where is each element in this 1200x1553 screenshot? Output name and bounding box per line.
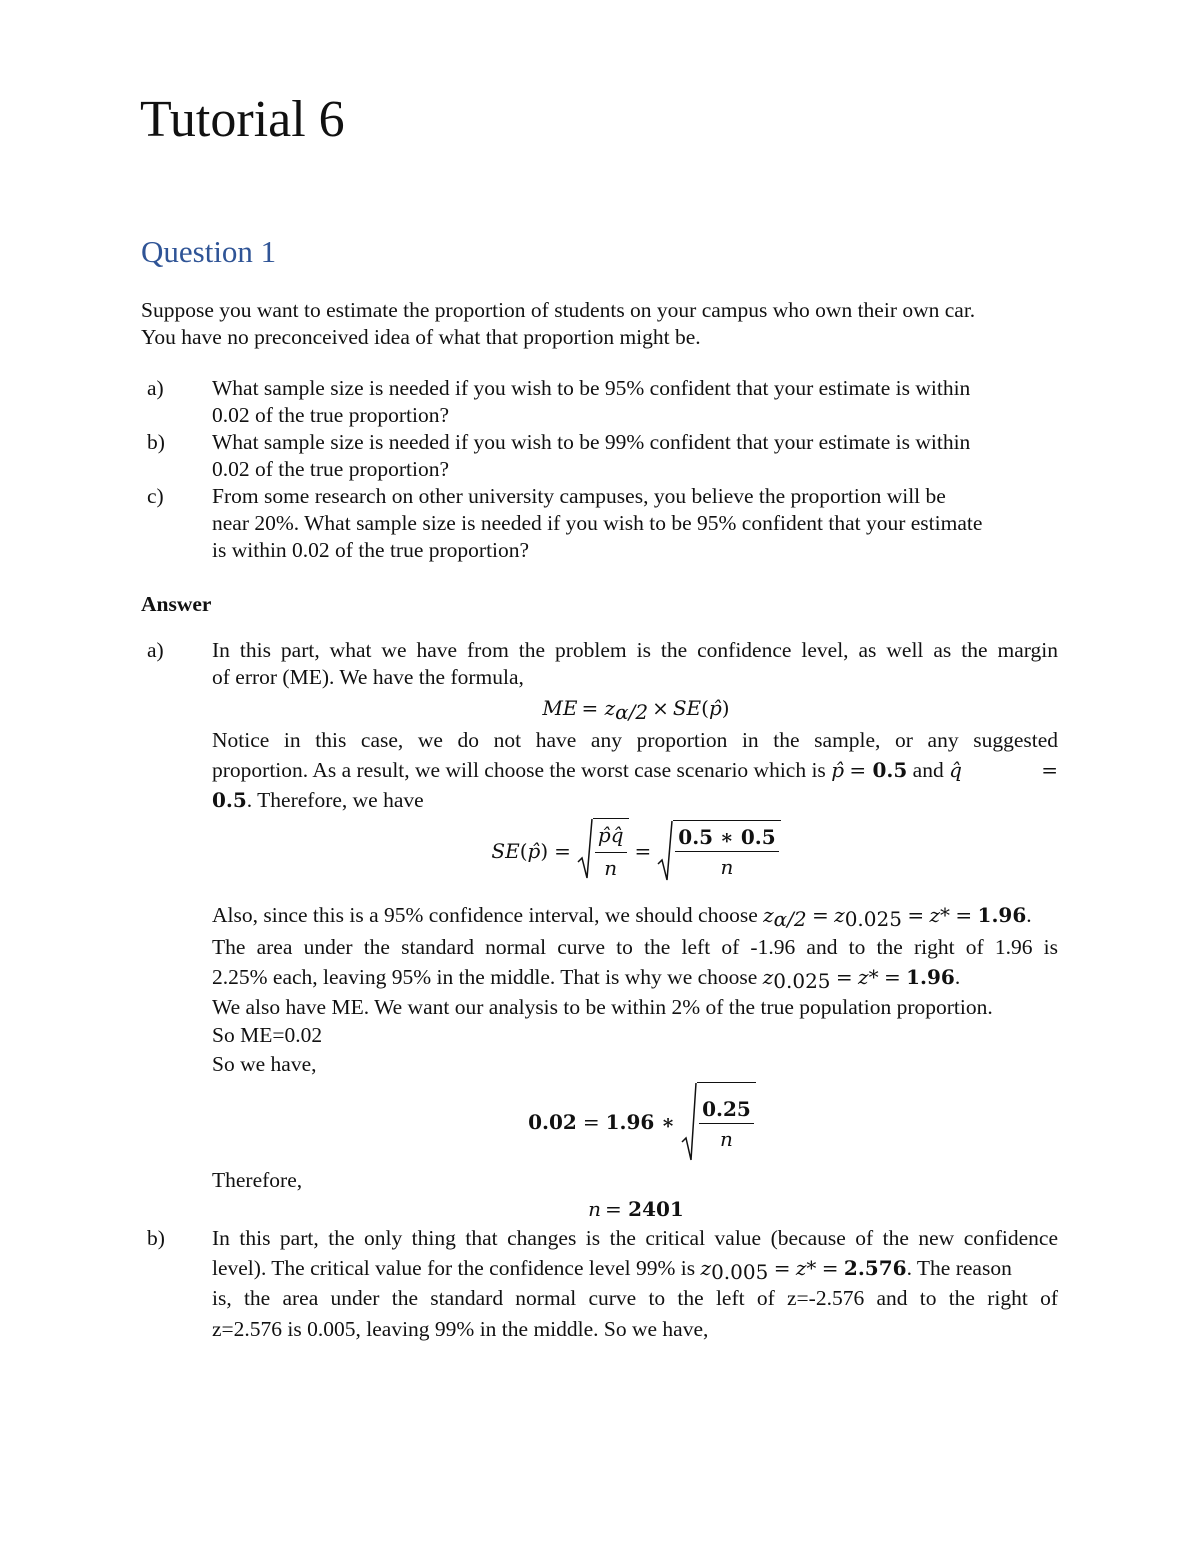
multiplier: 1.96 ∗ bbox=[605, 1110, 676, 1134]
answer-a-line-5 bbox=[212, 787, 424, 814]
formula-me-equation: 0.02 = 1.96 ∗ $\frac{0.25}{n}$ bbox=[212, 1082, 1060, 1162]
question-b-line-1: What sample size is needed if you wish to be 99% confident that your estimate is within bbox=[212, 430, 971, 454]
critical-196-b: 1.96 bbox=[906, 965, 955, 989]
answer-b-line-4: z=2.576 is 0.005, leaving 99% in the middle. So we have, bbox=[212, 1317, 709, 1341]
sqrt-quarter-over-n bbox=[681, 1082, 756, 1162]
product-numerator: 0.5 ∗ 0.5 bbox=[675, 823, 778, 852]
answer-a-line-4-text: proportion. As a result, we will choose the worst case scenario which is bbox=[212, 758, 826, 782]
z-005: z bbox=[700, 1256, 712, 1280]
answer-a-line-1: In this part, what we have from the problem is the confidence level, as well as the margin bbox=[212, 638, 1058, 662]
q-hat-inline: q̂ bbox=[949, 758, 962, 782]
and-word: and bbox=[912, 758, 944, 782]
p-hat-symbol: p̂ bbox=[708, 696, 722, 720]
question-heading: Question 1 bbox=[141, 234, 277, 269]
p-hat-value: 0.5 bbox=[872, 758, 908, 782]
answer-a-line-8-text: 2.25% each, leaving 95% in the middle. That is why we choose bbox=[212, 965, 758, 989]
intro-line-2: You have no preconceived idea of what that proportion might be. bbox=[141, 325, 701, 349]
result-n: n = 2401 bbox=[588, 1197, 684, 1221]
n-denominator-2: n bbox=[720, 854, 734, 879]
critical-196: 1.96 bbox=[977, 903, 1027, 927]
question-c-line-1: From some research on other university campuses, you believe the proportion will be bbox=[212, 484, 946, 508]
answer-a-line-8: 2.25% each, leaving 95% in the middle. That is why we choose $z_{0.025} = z* = 1.96$. bbox=[212, 965, 961, 993]
answer-b-line-1: In this part, the only thing that changes is the critical value (because of the new confidence bbox=[212, 1226, 1058, 1250]
sqrt-pq-over-n bbox=[577, 818, 629, 883]
p-hat-symbol-2: p̂ bbox=[527, 838, 541, 863]
n-result-value: 2401 bbox=[628, 1197, 684, 1221]
question-b-line-2: 0.02 of the true proportion? bbox=[212, 457, 450, 481]
z-star-b: z* bbox=[858, 965, 879, 989]
answer-a-line-10: So ME=0.02 bbox=[212, 1023, 323, 1047]
z-critical: z bbox=[763, 903, 774, 927]
z-025-b: z bbox=[762, 965, 774, 989]
answer-a-line-5-text: . Therefore, we have bbox=[246, 788, 424, 812]
formula-se: SE(p̂) = $\frac{p̂q̂}{n}$ = $\frac{0.5 ∗ 0.5}{n}$ bbox=[212, 818, 1060, 883]
q-hat-numerator: q̂ bbox=[610, 823, 624, 847]
times-operator: × bbox=[652, 696, 669, 720]
question-c-line-2: near 20%. What sample size is needed if you wish to be 95% confident that your estimate bbox=[212, 511, 983, 535]
q-hat-value: 0.5 bbox=[212, 788, 247, 812]
question-c-marker: c) bbox=[147, 484, 164, 508]
z-025: z bbox=[834, 903, 845, 927]
answer-a-line-2: of error (ME). We have the formula, bbox=[212, 665, 524, 689]
n-symbol-result: n bbox=[588, 1197, 602, 1221]
sub-005: 0.005 bbox=[711, 1260, 769, 1284]
question-a-line-1: What sample size is needed if you wish to be 95% confident that your estimate is within bbox=[212, 376, 971, 400]
page-title: Tutorial 6 bbox=[140, 91, 345, 148]
answer-b-line-2-end: . The reason bbox=[906, 1256, 1012, 1280]
answer-heading: Answer bbox=[141, 592, 212, 616]
quarter-numerator: 0.25 bbox=[699, 1095, 754, 1124]
z-star-c: z* bbox=[795, 1256, 817, 1280]
question-a-line-2: 0.02 of the true proportion? bbox=[212, 403, 450, 427]
answer-a-line-11: So we have, bbox=[212, 1052, 317, 1076]
answer-b-line-2-text: level). The critical value for the confidence level 99% is bbox=[212, 1256, 696, 1280]
me-value: 0.02 bbox=[528, 1110, 577, 1134]
answer-a-line-6: Also, since this is a 95% confidence interval, we should choose $z_{\alpha/2} = z_{0.025} = z* = 1.96$. bbox=[212, 903, 1032, 931]
se-symbol-2: SE bbox=[491, 838, 520, 863]
critical-2576: 2.576 bbox=[843, 1256, 907, 1280]
se-symbol: SE bbox=[672, 696, 702, 720]
question-b-marker: b) bbox=[147, 430, 165, 454]
answer-a-line-7: The area under the standard normal curve to the left of -1.96 and to the right of 1.96 is bbox=[212, 935, 1058, 959]
sqrt-product-over-n bbox=[657, 820, 780, 882]
formula-me: ME = $z_{\alpha/2}$ × SE(p̂) bbox=[542, 696, 730, 724]
answer-b-line-2: level). The critical value for the confidence level 99% is $z_{0.005} = z* = 2.576$. The reason bbox=[212, 1256, 1012, 1284]
question-c-line-3: is within 0.02 of the true proportion? bbox=[212, 538, 530, 562]
n-denominator-3: n bbox=[720, 1127, 733, 1151]
answer-a-line-4: proportion. As a result, we will choose the worst case scenario which is p̂ = 0.5 and q̂ = bbox=[212, 758, 1058, 782]
p-hat-inline: p̂ bbox=[831, 758, 844, 782]
p-hat-numerator: p̂ bbox=[597, 823, 611, 847]
answer-b-marker: b) bbox=[147, 1226, 165, 1250]
n-denominator: n bbox=[604, 856, 618, 880]
z-star: z* bbox=[929, 903, 951, 927]
answer-a-line-9: We also have ME. We want our analysis to be within 2% of the true population proportion. bbox=[212, 995, 993, 1019]
sub-025: 0.025 bbox=[844, 907, 902, 931]
answer-b-line-3: is, the area under the standard normal curve to the left of z=-2.576 and to the right of bbox=[212, 1286, 1058, 1310]
answer-a-line-3: Notice in this case, we do not have any proportion in the sample, or any suggested bbox=[212, 728, 1058, 752]
alpha-half-sub-2: α/2 bbox=[773, 907, 807, 931]
z-symbol: z bbox=[604, 696, 616, 720]
question-a-marker: a) bbox=[147, 376, 164, 400]
intro-line-1: Suppose you want to estimate the proportion of students on your campus who own their own car. bbox=[141, 298, 976, 322]
alpha-half-subscript: α/2 bbox=[615, 700, 649, 724]
answer-a-marker: a) bbox=[147, 638, 164, 662]
me-symbol: ME bbox=[542, 696, 578, 720]
answer-a-line-12: Therefore, bbox=[212, 1168, 303, 1192]
answer-a-line-6-text: Also, since this is a 95% confidence interval, we should choose bbox=[212, 903, 758, 927]
sub-025-b: 0.025 bbox=[773, 969, 831, 993]
